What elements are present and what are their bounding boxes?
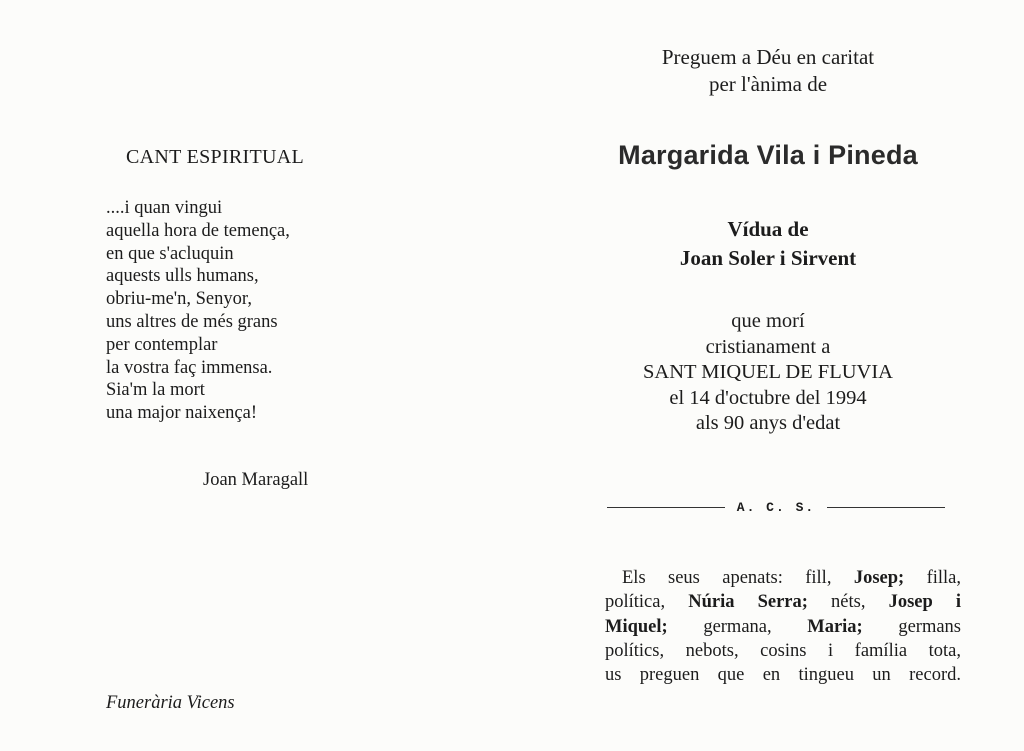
acs-text: A. C. S. [736, 500, 816, 515]
poem-line: la vostra faç immensa. [106, 357, 273, 378]
family-text: néts, [831, 592, 866, 613]
divider-rule [827, 507, 945, 508]
death-place: SANT MIQUEL DE FLUVIA [643, 361, 893, 383]
family-text: germana, [703, 616, 772, 637]
deceased-name: Margarida Vila i Pineda [618, 140, 918, 170]
family-line: us preguen que en tingueu un record. [605, 665, 961, 686]
prayer-line: per l'ànima de [708, 72, 828, 96]
family-text: germans [898, 616, 962, 637]
poem-line: una major naixença! [106, 403, 258, 424]
family-member: Maria; [807, 616, 863, 637]
family-line [605, 615, 961, 639]
family-text: política, [605, 592, 666, 613]
divider-rule [607, 507, 725, 508]
death-line: cristianament a [705, 335, 831, 358]
family-line [605, 566, 961, 590]
acs-divider [600, 500, 952, 515]
family-paragraph [605, 566, 961, 687]
poem-line: ....i quan vingui [106, 198, 223, 218]
poem-line: Sia'm la mort [106, 380, 205, 401]
poem-line: uns altres de més grans [106, 311, 278, 332]
prayer-heading [512, 44, 1024, 98]
right-page [512, 0, 1024, 751]
family-line [605, 590, 961, 614]
family-member: Miquel; [605, 616, 668, 637]
prayer-line: Preguem a Déu en caritat [661, 45, 875, 69]
widow-of [512, 215, 1024, 273]
poem-line: aquella hora de temença, [106, 220, 290, 241]
family-text: filla, [926, 568, 961, 588]
family-line: polítics, nebots, cosins i família tota, [605, 640, 961, 661]
widow-label: Vídua de [727, 217, 809, 241]
poem-title: CANT ESPIRITUAL [126, 146, 305, 168]
family-member: Josep; [853, 568, 905, 588]
family-member: Núria Serra; [688, 592, 808, 613]
poem-author: Joan Maragall [203, 470, 309, 490]
family-text: Els seus apenats: fill, [622, 568, 832, 588]
poem-line: per contemplar [106, 334, 218, 355]
family-member: Josep i [888, 592, 962, 613]
death-date: el 14 d'octubre del 1994 [669, 386, 867, 409]
death-details [512, 309, 1024, 437]
poem [106, 197, 290, 425]
death-line: que morí [731, 310, 805, 332]
poem-line: en que s'acluquin [106, 243, 234, 264]
poem-line: obriu-me'n, Senyor, [106, 289, 252, 310]
spouse-name: Joan Soler i Sirvent [679, 246, 857, 270]
death-age: als 90 anys d'edat [695, 412, 841, 434]
poem-line: aquests ulls humans, [106, 266, 259, 287]
funeral-home-name: Funerària Vicens [106, 693, 235, 713]
